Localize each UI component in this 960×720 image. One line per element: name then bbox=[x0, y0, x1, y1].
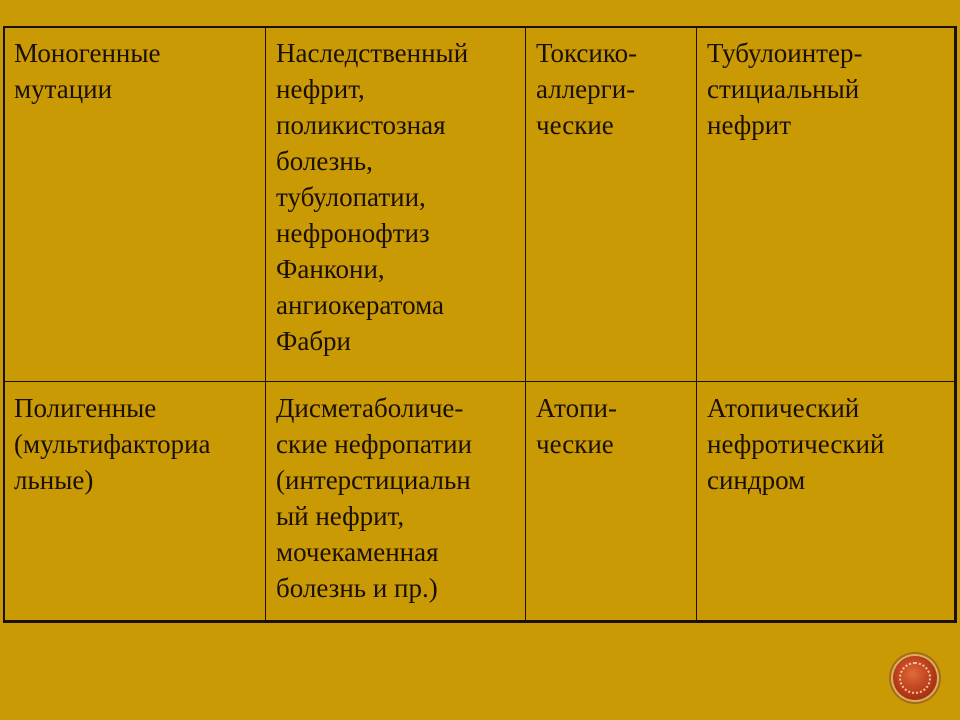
classification-table bbox=[3, 26, 957, 623]
table-row-monogenic bbox=[4, 27, 957, 382]
cell-atopic-nephrotic-syndrome: Атопический нефротический синдром bbox=[697, 382, 957, 623]
circle-nav-icon bbox=[899, 662, 931, 694]
cell-dysmetabolic-nephropathies: Дисметаболиче- ские нефропатии (интерстициальн ый нефрит, мочекаменная болезнь и пр.) bbox=[266, 382, 526, 623]
cell-polygenic: Полигенные (мультифакториа льные) bbox=[4, 382, 266, 623]
cell-toxic-allergic: Токсико- аллерги- ческие bbox=[526, 27, 697, 382]
cell-atopic: Атопи- ческие bbox=[526, 382, 697, 623]
cell-hereditary-diseases: Наследственный нефрит, поликистозная болезнь, тубулопатии, нефронофтиз Фанкони, ангиокератома Фабри bbox=[266, 27, 526, 382]
cell-monogenic-mutations: Моногенные мутации bbox=[4, 27, 266, 382]
cell-tubulointerstitial-nephritis: Тубулоинтер- стициальный нефрит bbox=[697, 27, 957, 382]
slide-nav-button[interactable] bbox=[893, 656, 937, 700]
table-row-polygenic bbox=[4, 382, 957, 623]
